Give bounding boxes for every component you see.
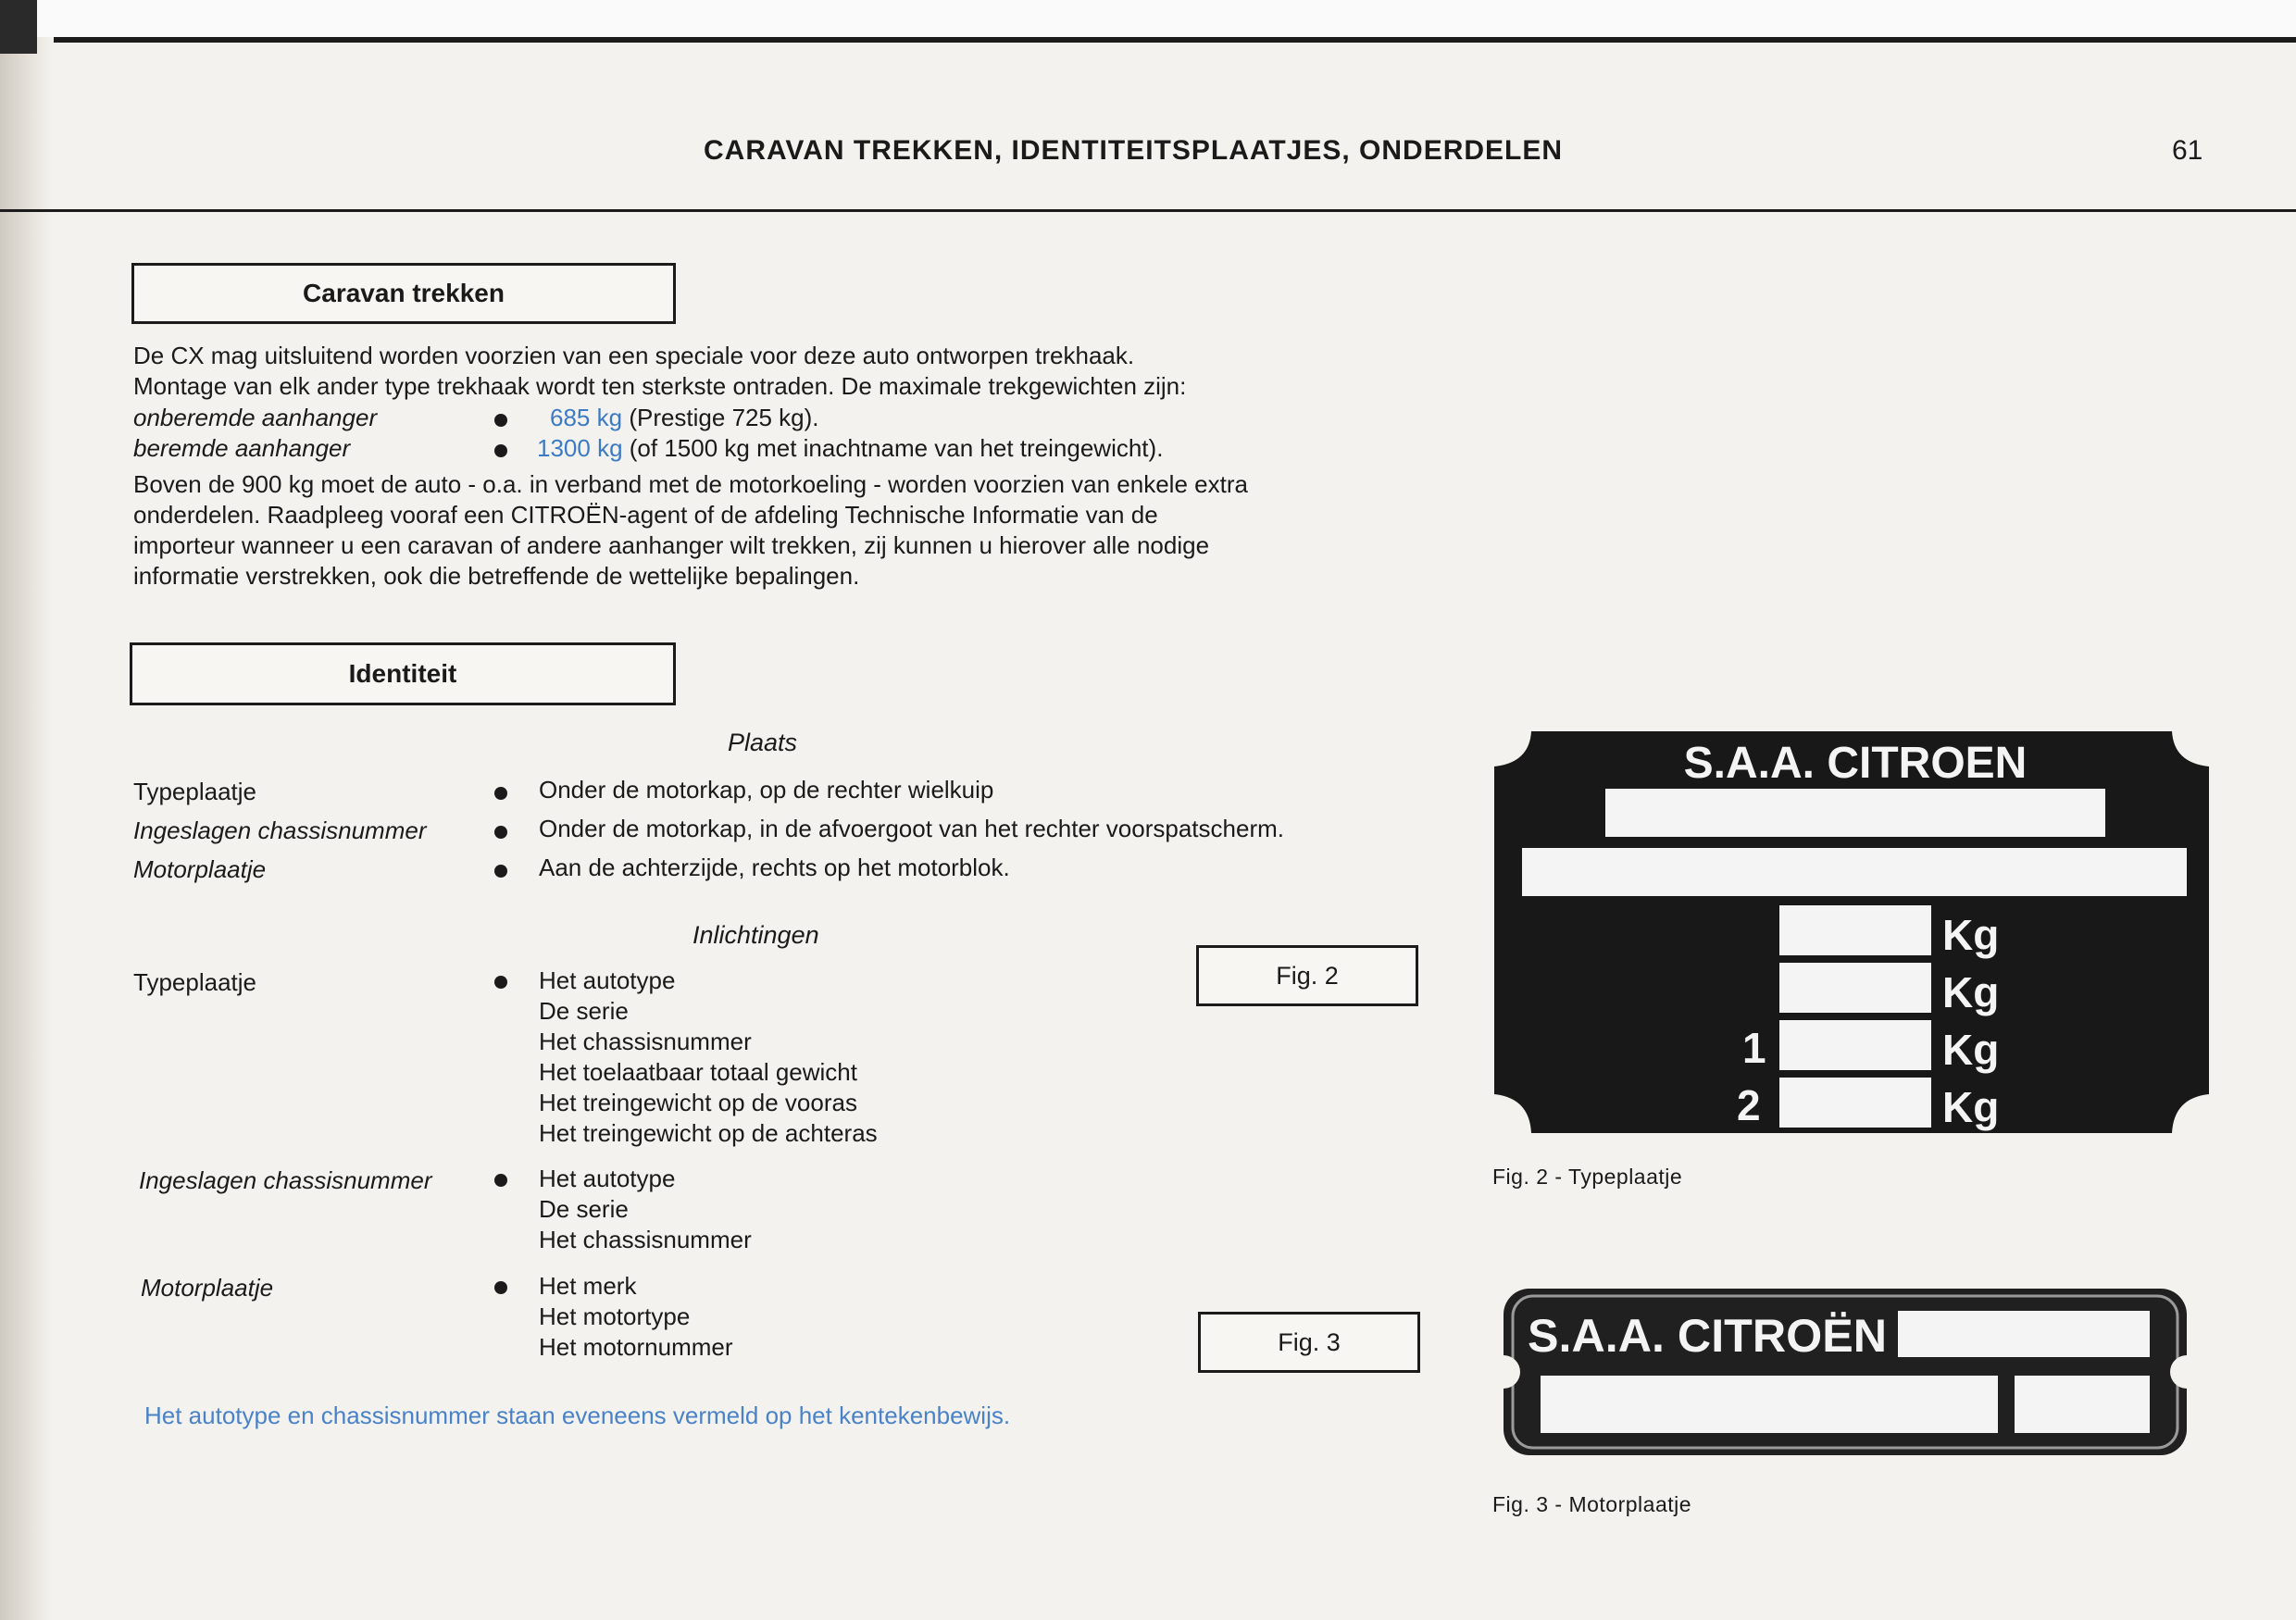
motorplaatje-illustration bbox=[1491, 1283, 2200, 1464]
caravan-intro bbox=[133, 341, 1411, 402]
typeplaatje-field bbox=[1522, 848, 2187, 896]
binding-shadow bbox=[0, 37, 54, 1620]
info-line: Het chassisnummer bbox=[539, 1028, 752, 1055]
section-heading-caravan-text: Caravan trekken bbox=[303, 279, 505, 307]
info-line: De serie bbox=[539, 1195, 629, 1223]
info-title: Inlichtingen bbox=[693, 921, 819, 949]
braked-weight-value: 1300 kg bbox=[537, 434, 623, 462]
unbraked-weight bbox=[550, 404, 819, 432]
axle-number-1: 1 bbox=[1742, 1024, 1766, 1072]
motorplaatje-field bbox=[1898, 1311, 2150, 1357]
info-line: De serie bbox=[539, 997, 629, 1025]
info-lines-chassis bbox=[539, 1164, 752, 1255]
typeplaatje-field bbox=[1605, 789, 2105, 837]
unbraked-label: onberemde aanhanger bbox=[133, 404, 378, 431]
caravan-para2-line: onderdelen. Raadpleeg vooraf een CITROËN-agent of de afdeling Technische Informatie van de bbox=[133, 501, 1158, 529]
section-heading-identity bbox=[130, 642, 676, 705]
typeplaatje-illustration bbox=[1492, 729, 2211, 1137]
plaats-text: Onder de motorkap, op de rechter wielkuip bbox=[539, 776, 994, 804]
bullet bbox=[494, 976, 507, 989]
unbraked-weight-note: (Prestige 725 kg). bbox=[629, 404, 819, 431]
bullet bbox=[494, 444, 507, 457]
kg-unit: Kg bbox=[1942, 1083, 2000, 1131]
unbraked-weight-value: 685 kg bbox=[550, 404, 623, 431]
plaats-text: Aan de achterzijde, rechts op het motorblok. bbox=[539, 854, 1010, 881]
caravan-para2-line: importeur wanneer u een caravan of andere aanhanger wilt trekken, zij kunnen u hierover alle nodige bbox=[133, 531, 1210, 559]
fig2-label: Fig. 2 bbox=[1276, 962, 1339, 990]
bullet bbox=[494, 826, 507, 839]
bullet bbox=[494, 414, 507, 427]
braked-label: beremde aanhanger bbox=[133, 434, 351, 462]
caravan-intro-line: Montage van elk ander type trekhaak wordt ten sterkste ontraden. De maximale trekgewichten zijn: bbox=[133, 372, 1187, 400]
typeplaatje-field bbox=[1779, 1020, 1931, 1070]
kg-unit: Kg bbox=[1942, 1026, 2000, 1074]
top-rule bbox=[37, 37, 2296, 43]
bullet bbox=[494, 865, 507, 878]
page-title: CARAVAN TREKKEN, IDENTITEITSPLAATJES, ONDERDELEN bbox=[704, 135, 1564, 166]
info-lines-motorplaatje bbox=[539, 1271, 733, 1363]
info-line: Het chassisnummer bbox=[539, 1226, 752, 1253]
page-number: 61 bbox=[2172, 135, 2203, 166]
info-label-chassis: Ingeslagen chassisnummer bbox=[139, 1166, 432, 1194]
plaats-title: Plaats bbox=[728, 729, 798, 756]
info-line: Het toelaatbaar totaal gewicht bbox=[539, 1058, 857, 1086]
motorplaatje-field bbox=[1541, 1376, 1998, 1433]
info-label-typeplaatje: Typeplaatje bbox=[133, 968, 256, 996]
info-label-motorplaatje: Motorplaatje bbox=[141, 1274, 274, 1302]
axle-number-2: 2 bbox=[1737, 1081, 1761, 1129]
fig3-label: Fig. 3 bbox=[1278, 1328, 1341, 1356]
plaats-text: Onder de motorkap, in de afvoergoot van het rechter voorspatscherm. bbox=[539, 815, 1284, 842]
motorplaatje-field bbox=[2015, 1376, 2150, 1433]
bullet bbox=[494, 787, 507, 800]
typeplaatje-field bbox=[1779, 963, 1931, 1013]
typeplaatje-field bbox=[1779, 1078, 1931, 1128]
info-line: Het treingewicht op de achteras bbox=[539, 1119, 878, 1147]
caravan-paragraph-2 bbox=[133, 469, 1411, 592]
header-rule bbox=[0, 209, 2296, 212]
plaats-label-chassis: Ingeslagen chassisnummer bbox=[133, 816, 427, 844]
fig3-caption: Fig. 3 - Motorplaatje bbox=[1492, 1492, 1692, 1516]
info-line: Het treingewicht op de vooras bbox=[539, 1089, 857, 1116]
bullet bbox=[494, 1281, 507, 1294]
section-heading-identity-text: Identiteit bbox=[348, 659, 457, 688]
info-line: Het motortype bbox=[539, 1302, 691, 1330]
kg-unit: Kg bbox=[1942, 968, 2000, 1016]
section-heading-caravan bbox=[131, 263, 676, 324]
caravan-para2-line: informatie verstrekken, ook die betreffende de wettelijke bepalingen. bbox=[133, 562, 860, 590]
fig2-caption: Fig. 2 - Typeplaatje bbox=[1492, 1165, 1683, 1189]
kg-unit: Kg bbox=[1942, 911, 2000, 959]
bullet bbox=[494, 1174, 507, 1187]
braked-weight bbox=[537, 434, 1163, 463]
info-line: Het merk bbox=[539, 1272, 637, 1300]
typeplaatje-field bbox=[1779, 905, 1931, 955]
info-lines-typeplaatje bbox=[539, 966, 878, 1149]
fig2-label-box bbox=[1196, 945, 1418, 1006]
plaats-label-motorplaatje: Motorplaatje bbox=[133, 855, 267, 883]
info-line: Het autotype bbox=[539, 966, 676, 994]
registration-note: Het autotype en chassisnummer staan eveneens vermeld op het kentekenbewijs. bbox=[144, 1402, 1011, 1429]
info-line: Het autotype bbox=[539, 1165, 676, 1192]
binding-corner bbox=[0, 0, 37, 54]
plaats-label-typeplaatje: Typeplaatje bbox=[133, 778, 256, 805]
caravan-intro-line: De CX mag uitsluitend worden voorzien van een speciale voor deze auto ontworpen trekhaak. bbox=[133, 342, 1135, 369]
braked-weight-note: (of 1500 kg met inachtname van het treingewicht). bbox=[629, 434, 1164, 462]
caravan-para2-line: Boven de 900 kg moet de auto - o.a. in verband met de motorkoeling - worden voorzien van enkele extra bbox=[133, 470, 1248, 498]
info-line: Het motornummer bbox=[539, 1333, 733, 1361]
fig3-label-box bbox=[1198, 1312, 1420, 1373]
motorplaatje-brand: S.A.A. CITROËN bbox=[1528, 1310, 1887, 1362]
typeplaatje-brand: S.A.A. CITROEN bbox=[1683, 739, 2028, 788]
